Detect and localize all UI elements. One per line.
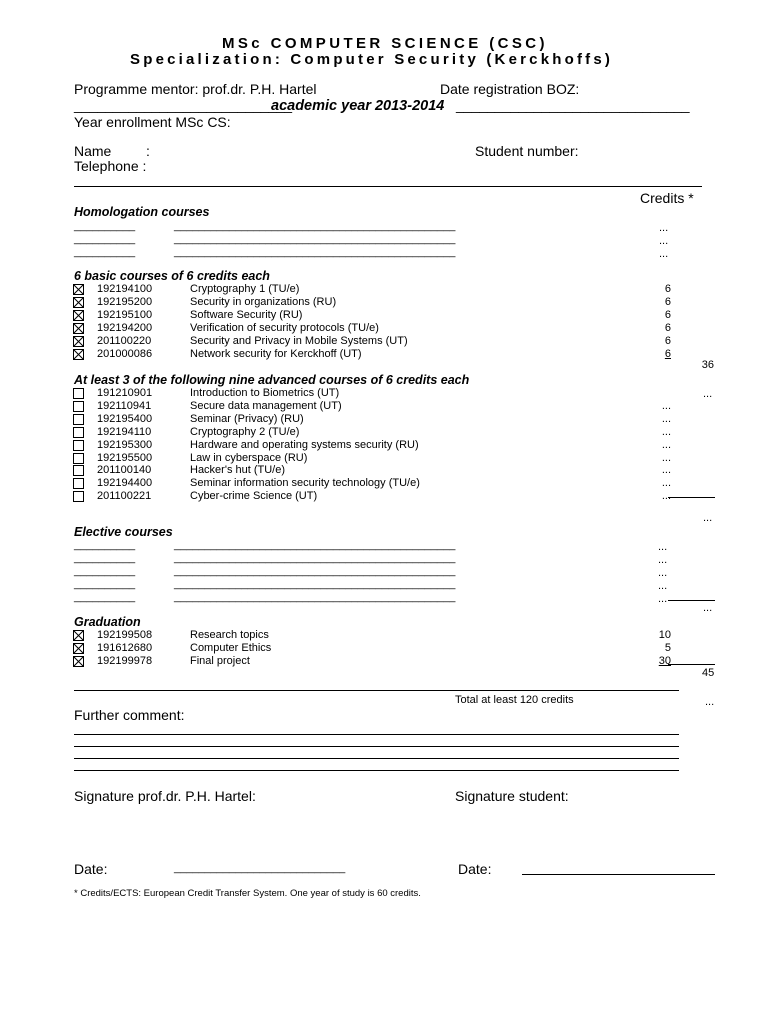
course-name: Hardware and operating systems security (RU) (190, 438, 419, 451)
course-code: 192195400 (97, 412, 153, 425)
course-name: Cryptography 2 (TU/e) (190, 425, 300, 438)
elective-code-blank[interactable]: __________ (74, 552, 136, 564)
course-code: 192195200 (97, 296, 153, 308)
date-left-line[interactable]: ____________________________ (174, 862, 346, 874)
course-code: 192194100 (97, 283, 153, 295)
course-credits: 10 (658, 629, 671, 641)
checked-checkbox[interactable] (73, 284, 84, 295)
student-number-label: Student number: (475, 143, 579, 159)
course-name: Cryptography 1 (TU/e) (190, 283, 300, 295)
course-credits: ... (661, 438, 671, 451)
course-credits: ... (661, 451, 671, 464)
graduation-total: 45 (702, 667, 715, 679)
elective-name-blank[interactable]: ______________________________________________ (174, 539, 456, 551)
checkbox[interactable] (73, 478, 84, 489)
homologation-name-blank[interactable]: ______________________________________________ (174, 246, 456, 258)
checkbox[interactable] (73, 440, 84, 451)
elective-name-blank[interactable]: ______________________________________________ (174, 578, 456, 590)
graduation-subtotal-line (668, 664, 715, 665)
course-name: Computer Ethics (190, 642, 272, 654)
course-name: Research topics (190, 629, 269, 641)
course-code: 192199978 (97, 655, 153, 667)
homologation-heading: Homologation courses (74, 205, 210, 219)
total-line (74, 690, 679, 691)
course-name: Cyber-crime Science (UT) (190, 490, 318, 503)
elective-name-blank[interactable]: ______________________________________________ (174, 591, 456, 603)
programme-mentor: Programme mentor: prof.dr. P.H. Hartel (74, 81, 317, 97)
course-credits: 6 (664, 309, 671, 321)
checked-checkbox[interactable] (73, 310, 84, 321)
course-credits: 6 (664, 335, 671, 347)
course-credits: ... (661, 464, 671, 477)
course-code: 192195500 (97, 451, 153, 464)
graduation-heading: Graduation (74, 615, 141, 629)
checkbox[interactable] (73, 401, 84, 412)
course-credits: ... (661, 490, 671, 503)
elective-code-blank[interactable]: __________ (74, 578, 136, 590)
signature-mentor-label: Signature prof.dr. P.H. Hartel: (74, 788, 256, 804)
course-credits: ... (661, 412, 671, 425)
separator-line (74, 186, 702, 187)
course-code: 201100140 (97, 464, 152, 477)
course-name: Network security for Kerckhoff (UT) (190, 348, 362, 360)
course-code: 191210901 (97, 387, 153, 399)
basic-courses-heading: 6 basic courses of 6 credits each (74, 269, 270, 283)
checkbox[interactable] (73, 453, 84, 464)
course-name: Seminar (Privacy) (RU) (190, 412, 304, 425)
checkbox[interactable] (73, 491, 84, 502)
course-name: Introduction to Biometrics (UT) (190, 387, 340, 399)
elective-total: ... (703, 602, 713, 614)
elective-name-blank[interactable]: ______________________________________________ (174, 565, 456, 577)
further-comment-label: Further comment: (74, 707, 185, 723)
elective-credits: ... (658, 580, 668, 592)
elective-credits: ... (658, 541, 668, 553)
course-name: Security in organizations (RU) (190, 296, 337, 308)
course-name: Seminar information security technology (TU/e) (190, 477, 420, 490)
course-name: Verification of security protocols (TU/e) (190, 322, 379, 334)
course-name: Secure data management (UT) (190, 399, 342, 412)
homologation-code-blank[interactable]: __________ (74, 233, 136, 245)
checked-checkbox[interactable] (73, 656, 84, 667)
course-code: 192194200 (97, 322, 153, 334)
course-code: 201000086 (97, 348, 153, 360)
course-name: Security and Privacy in Mobile Systems (UT) (190, 335, 408, 347)
total-value: ... (705, 696, 715, 708)
course-credits: 6 (664, 296, 671, 308)
homologation-name-blank[interactable]: ______________________________________________ (174, 233, 456, 245)
checkbox[interactable] (73, 427, 84, 438)
checkbox[interactable] (73, 388, 84, 399)
course-name: Law in cyberspace (RU) (190, 451, 308, 464)
basic-courses-total: 36 (701, 359, 714, 371)
course-code: 201100221 (97, 490, 152, 503)
checked-checkbox[interactable] (73, 630, 84, 641)
total-label: Total at least 120 credits (455, 694, 574, 706)
course-name: Hacker's hut (TU/e) (190, 464, 286, 477)
course-credits: 6 (664, 322, 671, 334)
homologation-code-blank[interactable]: __________ (74, 220, 136, 232)
course-code: 192194400 (97, 477, 153, 490)
course-credits: 6 (664, 283, 671, 295)
course-code: 191612680 (97, 642, 153, 654)
course-credits: 30 (658, 655, 671, 667)
elective-credits: ... (658, 554, 668, 566)
course-code: 192110941 (97, 399, 152, 412)
comment-line-4[interactable] (74, 770, 679, 771)
name-label: Name (74, 143, 112, 159)
advanced-courses-subtotal: ... (703, 512, 713, 524)
elective-code-blank[interactable]: __________ (74, 565, 136, 577)
academic-year-line-right: ______________________________ (456, 97, 690, 113)
checked-checkbox[interactable] (73, 323, 84, 334)
advanced-courses-heading: At least 3 of the following nine advanced courses of 6 credits each (74, 373, 470, 387)
footnote: * Credits/ECTS: European Credit Transfer System. One year of study is 60 credits. (74, 888, 421, 899)
homologation-code-blank[interactable]: __________ (74, 246, 136, 258)
elective-name-blank[interactable]: ______________________________________________ (174, 552, 456, 564)
course-credits: ... (661, 399, 671, 412)
course-code: 192195100 (97, 309, 153, 321)
course-name: Software Security (RU) (190, 309, 303, 321)
elective-heading: Elective courses (74, 525, 173, 539)
checked-checkbox[interactable] (73, 297, 84, 308)
name-colon: : (146, 143, 150, 159)
signature-student-label: Signature student: (455, 788, 569, 804)
checkbox[interactable] (73, 414, 84, 425)
document-subtitle: Specialization: Computer Security (Kerckhoffs) (130, 51, 614, 68)
comment-line-2[interactable] (74, 746, 679, 747)
checkbox[interactable] (73, 465, 84, 476)
course-credits: 5 (664, 642, 671, 654)
elective-credits: ... (658, 567, 668, 579)
homologation-name-blank[interactable]: ______________________________________________ (174, 220, 456, 232)
academic-year: academic year 2013-2014 (271, 98, 445, 114)
elective-code-blank[interactable]: __________ (74, 539, 136, 551)
homologation-credits: ... (659, 235, 669, 247)
advanced-courses-total: ... (703, 388, 713, 400)
document-title: MSc COMPUTER SCIENCE (CSC) (222, 35, 548, 52)
comment-line-3[interactable] (74, 758, 679, 759)
academic-year-line-left: ____________________________ (74, 97, 293, 113)
course-credits: ... (661, 425, 671, 438)
course-code: 192199508 (97, 629, 153, 641)
advanced-subtotal-line (668, 497, 715, 498)
homologation-credits: ... (659, 248, 669, 260)
course-name: Final project (190, 655, 250, 667)
telephone-label: Telephone : (74, 158, 147, 174)
course-credits: ... (661, 477, 671, 490)
date-left-label: Date: (74, 861, 108, 877)
course-code: 192194110 (97, 425, 152, 438)
course-code: 192195300 (97, 438, 153, 451)
comment-line-1[interactable] (74, 734, 679, 735)
course-credits: 6 (664, 348, 671, 360)
checked-checkbox[interactable] (73, 336, 84, 347)
date-right-line[interactable] (522, 874, 715, 875)
checked-checkbox[interactable] (73, 643, 84, 654)
course-code: 201100220 (97, 335, 152, 347)
elective-credits: ... (658, 593, 668, 605)
credits-column-header: Credits * (640, 190, 694, 206)
elective-code-blank[interactable]: __________ (74, 591, 136, 603)
elective-subtotal-line (668, 600, 715, 601)
date-registration-label: Date registration BOZ: (440, 81, 580, 97)
homologation-credits: ... (659, 222, 669, 234)
checked-checkbox[interactable] (73, 349, 84, 360)
year-enrollment-label: Year enrollment MSc CS: (74, 114, 231, 130)
date-right-label: Date: (458, 861, 492, 877)
